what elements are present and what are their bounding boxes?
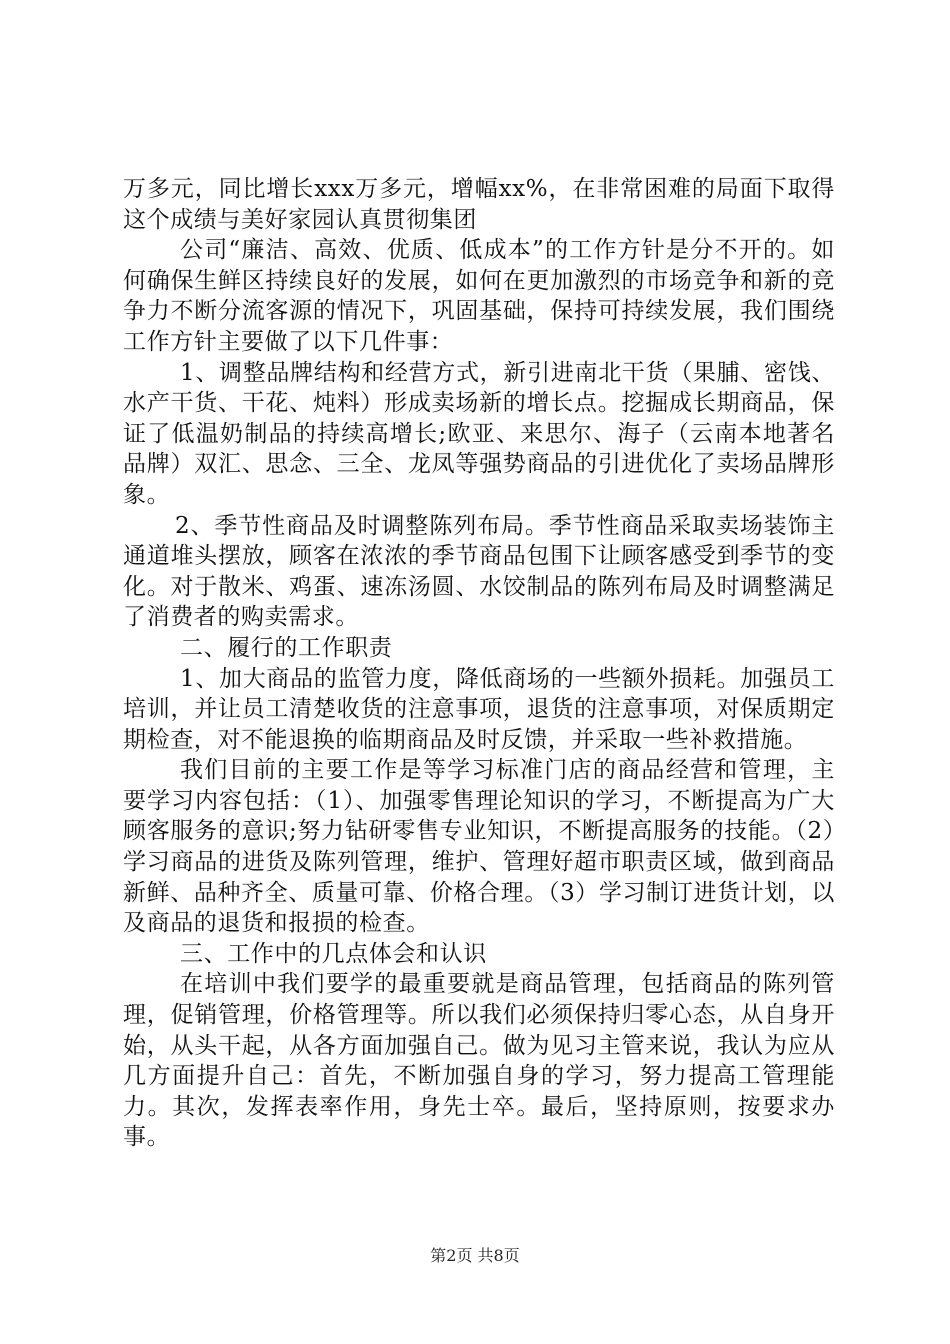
section-heading-insights: 三、工作中的几点体会和认识: [180, 940, 487, 967]
paragraph-main-work: 我们目前的主要工作是等学习标准门店的商品经营和管理，主要学习内容包括：（1）、加强零售理论知识的学习，不断提高为广大顾客服务的意识;努力钻研零售专业知识，不断提高服务的技能。（2）学习商品的进货及陈列管理，维护、管理好超市职责区域，做到商品新鲜、品种齐全、质量可靠、价格合理。（3）学习制订进货计划，以及商品的退货和报损的检查。: [123, 757, 835, 937]
paragraph-training-insights: 在培训中我们要学的最重要就是商品管理，包括商品的陈列管理，促销管理，价格管理等。所以我们必须保持归零心态，从自身开始，从头干起，从各方面加强自己。做为见习主管来说，我认为应从几方面提升自己：首先，不断加强自身的学习，努力提高工管理能力。其次，发挥表率作用，身先士卒。最后，坚持原则，按要求办事。: [123, 971, 835, 1151]
paragraph-item-1-brand: 1、调整品牌结构和经营方式，新引进南北干货（果脯、密饯、水产干货、干花、炖料）形成卖场新的增长点。挖掘成长期商品，保证了低温奶制品的持续高增长;欧亚、来思尔、海子（云南本地著名品牌）双汇、思念、三全、龙凤等强势商品的引进优化了卖场品牌形象。: [123, 359, 835, 508]
paragraph-duty-1-supervision: 1、加大商品的监管力度，降低商场的一些额外损耗。加强员工培训，并让员工清楚收货的注意事项，退货的注意事项，对保质期定期检查，对不能退换的临期商品及时反馈，并采取一些补救措施。: [123, 665, 835, 753]
page-number-footer: 第2页 共8页: [430, 1246, 520, 1265]
document-body: [123, 174, 835, 1153]
paragraph-work-policy: 公司“廉洁、高效、优质、低成本”的工作方针是分不开的。如何确保生鲜区持续良好的发展，如何在更加激烈的市场竞争和新的竞争力不断分流客源的情况下，巩固基础，保持可持续发展，我们围绕工作方针主要做了以下几件事：: [123, 237, 835, 355]
section-heading-duties: 二、履行的工作职责: [180, 634, 393, 661]
paragraph-continuation: 万多元，同比增长xxx万多元，增幅xx%，在非常困难的局面下取得这个成绩与美好家园认真贯彻集团: [123, 176, 835, 233]
paragraph-item-2-seasonal: 2、季节性商品及时调整陈列布局。季节性商品采取卖场装饰主通道堆头摆放，顾客在浓浓的季节商品包围下让顾客感受到季节的变化。对于散米、鸡蛋、速冻汤圆、水饺制品的陈列布局及时调整满足了消费者的购卖需求。: [123, 512, 835, 631]
